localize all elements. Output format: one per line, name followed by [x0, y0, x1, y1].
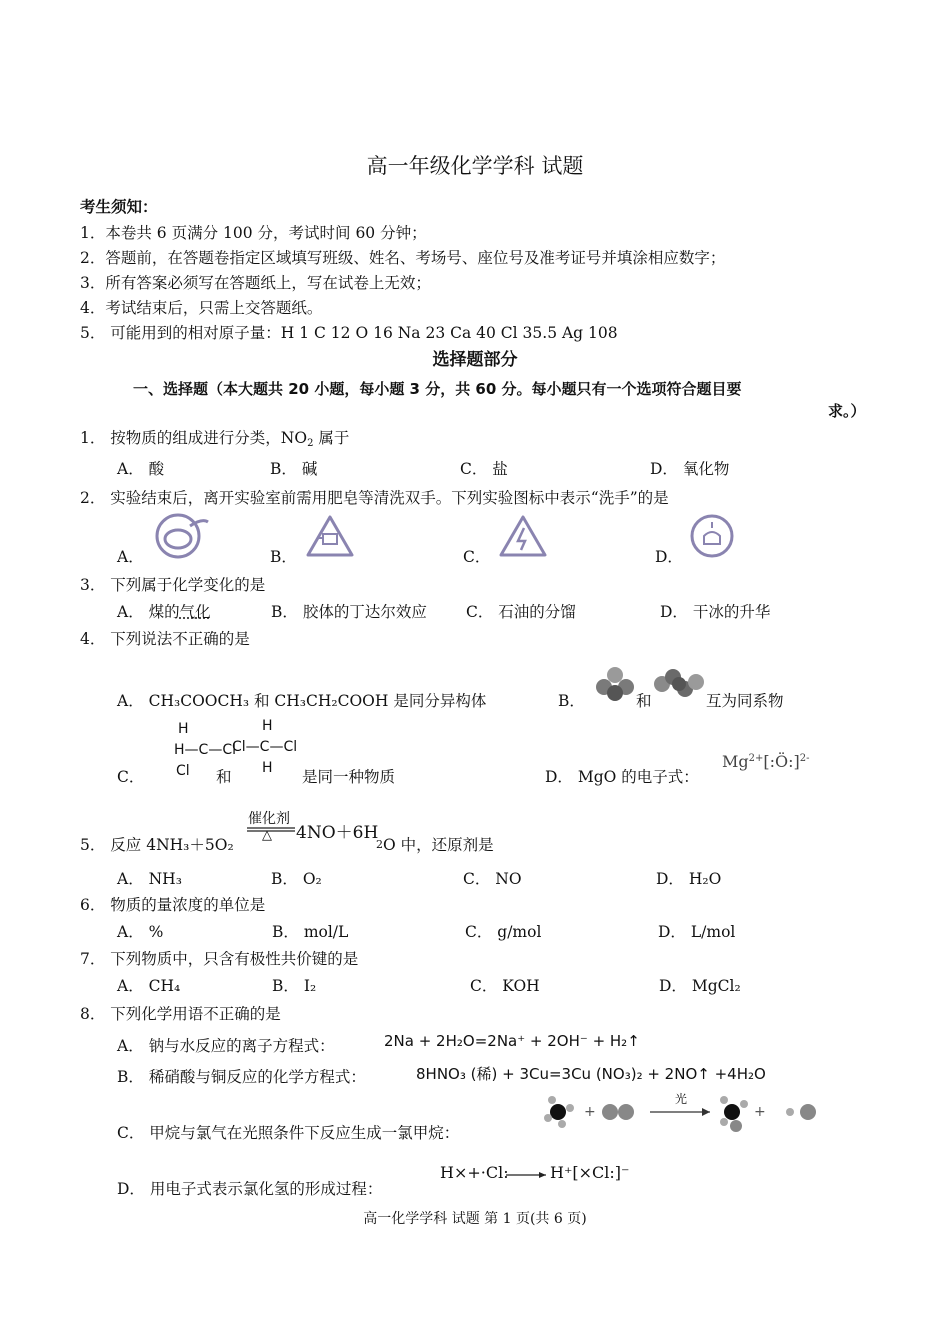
- svg-text:+: +: [754, 1104, 766, 1120]
- part-heading: 一、选择题（本大题共 20 小题，每小题 3 分，共 60 分。每小题只有一个选项符合题目要: [133, 380, 742, 398]
- hand-washing-icon: [688, 514, 738, 558]
- question-4-stem: 4． 下列说法不正确的是: [80, 630, 250, 648]
- q5-option-a[interactable]: A． NH₃: [117, 870, 182, 888]
- q3-option-c[interactable]: C． 石油的分馏: [466, 603, 576, 621]
- q6-option-b[interactable]: B． mol/L: [272, 923, 349, 941]
- question-8-stem: 8． 下列化学用语不正确的是: [80, 1005, 281, 1023]
- question-5-subscript: 2: [376, 838, 383, 851]
- q4-c-end: 是同一种物质: [302, 768, 396, 786]
- notice-heading: 考生须知：: [80, 198, 158, 216]
- q4-b-end: 互为同系物: [706, 692, 784, 710]
- q8-option-d[interactable]: D． 用电子式表示氯化氢的形成过程：: [117, 1180, 383, 1198]
- question-1-stem: 1． 按物质的组成进行分类，$NO_2$ 属于: [80, 429, 350, 449]
- q7-option-a[interactable]: A． CH₄: [117, 977, 181, 995]
- q5-option-b[interactable]: B． O₂: [271, 870, 322, 888]
- q3-option-d[interactable]: D． 干冰的升华: [660, 603, 771, 621]
- mgo-electron-formula: $Mg^{2+}[:Ö:]^{2-}$: [722, 752, 810, 771]
- light-label: 光: [675, 1092, 688, 1106]
- q1-option-c[interactable]: C． 盐: [460, 460, 508, 478]
- q4-option-a[interactable]: A． CH₃COOCH₃ 和 CH₃CH₂COOH 是同分异构体: [117, 692, 487, 710]
- question-6-stem: 6． 物质的量浓度的单位是: [80, 896, 266, 914]
- structural-formula: H H—C—Cl Cl: [174, 721, 236, 779]
- q3-option-a[interactable]: A． 煤的气化: [117, 603, 211, 621]
- q7-option-b[interactable]: B． I₂: [272, 977, 317, 995]
- notice-item: 3．所有答案必须写在答题纸上，写在试卷上无效；: [80, 274, 431, 292]
- question-7-stem: 7． 下列物质中，只含有极性共价键的是: [80, 950, 359, 968]
- q4-option-d[interactable]: D． MgO 的电子式：: [545, 768, 699, 786]
- q6-option-d[interactable]: D． L/mol: [658, 923, 736, 941]
- warning-triangle-icon: [305, 514, 355, 558]
- catalyst-label: 催化剂: [248, 811, 290, 827]
- notice-item: 4．考试结束后，只需上交答题纸。: [80, 299, 323, 317]
- q4-c-and: 和: [216, 768, 232, 786]
- q4-option-b[interactable]: B．: [558, 692, 585, 710]
- structural-formula: H Cl—C—Cl H: [232, 718, 298, 776]
- molecule-model-icon: [594, 665, 636, 703]
- formation-arrow: [506, 1171, 548, 1179]
- q2-option-b[interactable]: B．: [270, 548, 297, 566]
- q2-option-a[interactable]: A．: [117, 548, 144, 566]
- electrical-hazard-icon: [498, 514, 548, 558]
- heat-symbol: △: [262, 828, 272, 843]
- question-5-stem: 5． 反应 4NH₃＋5O₂: [80, 836, 234, 854]
- notice-item: 5． 可能用到的相对原子量：H 1 C 12 O 16 Na 23 Ca 40 Cl 35.5 Ag 108: [80, 324, 618, 342]
- notice-item: 1．本卷共 6 页满分 100 分，考试时间 60 分钟；: [80, 224, 427, 242]
- molecule-model-icon: [652, 667, 706, 701]
- q7-option-d[interactable]: D． MgCl₂: [659, 977, 741, 995]
- q5-option-d[interactable]: D． H₂O: [656, 870, 722, 888]
- hot-surface-icon: [150, 512, 210, 560]
- q2-option-d[interactable]: D．: [655, 548, 683, 566]
- q1-option-b[interactable]: B． 碱: [270, 460, 318, 478]
- q1-option-a[interactable]: A． 酸: [117, 460, 165, 478]
- question-2-stem: 2． 实验结束后，离开实验室前需用肥皂等清洗双手。下列实验图标中表示“洗手”的是: [80, 489, 669, 507]
- q5-option-c[interactable]: C． NO: [463, 870, 522, 888]
- part-heading-cont: 求。）: [828, 402, 866, 420]
- q6-option-a[interactable]: A． %: [117, 923, 164, 941]
- q8-option-b[interactable]: B． 稀硝酸与铜反应的化学方程式：: [117, 1068, 366, 1086]
- q4-option-c[interactable]: C．: [117, 768, 145, 786]
- section-title: 选择题部分: [432, 350, 518, 370]
- question-3-stem: 3． 下列属于化学变化的是: [80, 576, 266, 594]
- q8-option-c[interactable]: C． 甲烷与氯气在光照条件下反应生成一氯甲烷：: [117, 1124, 460, 1142]
- q1-option-d[interactable]: D． 氧化物: [650, 460, 730, 478]
- question-5-end: O 中，还原剂是: [383, 836, 494, 854]
- q7-option-c[interactable]: C． KOH: [470, 977, 540, 995]
- question-5-product: 4NO＋6H: [296, 823, 379, 843]
- q3-option-b[interactable]: B． 胶体的丁达尔效应: [271, 603, 427, 621]
- notice-item: 2．答题前，在答题卷指定区域填写班级、姓名、考场号、座位号及准考证号并填涂相应数字；: [80, 249, 726, 267]
- hcl-left: H×+·Cl:: [440, 1163, 509, 1182]
- hcl-right: H⁺[×Cl:]⁻: [550, 1163, 630, 1182]
- q8-option-a[interactable]: A． 钠与水反应的离子方程式：: [117, 1037, 335, 1055]
- page-title: 高一年级化学学科 试题: [366, 154, 584, 178]
- q6-option-c[interactable]: C． g/mol: [465, 923, 542, 941]
- q8-a-equation: 2Na + 2H₂O=2Na⁺ + 2OH⁻ + H₂↑: [384, 1032, 640, 1050]
- q8-b-equation: 8HNO₃ (稀) + 3Cu=3Cu (NO₃)₂ + 2NO↑ +4H₂O: [416, 1065, 766, 1083]
- q2-option-c[interactable]: C．: [463, 548, 491, 566]
- page-footer: 高一化学学科 试题 第 1 页(共 6 页): [363, 1211, 587, 1227]
- svg-text:+: +: [584, 1104, 596, 1120]
- q4-b-and: 和: [636, 692, 652, 710]
